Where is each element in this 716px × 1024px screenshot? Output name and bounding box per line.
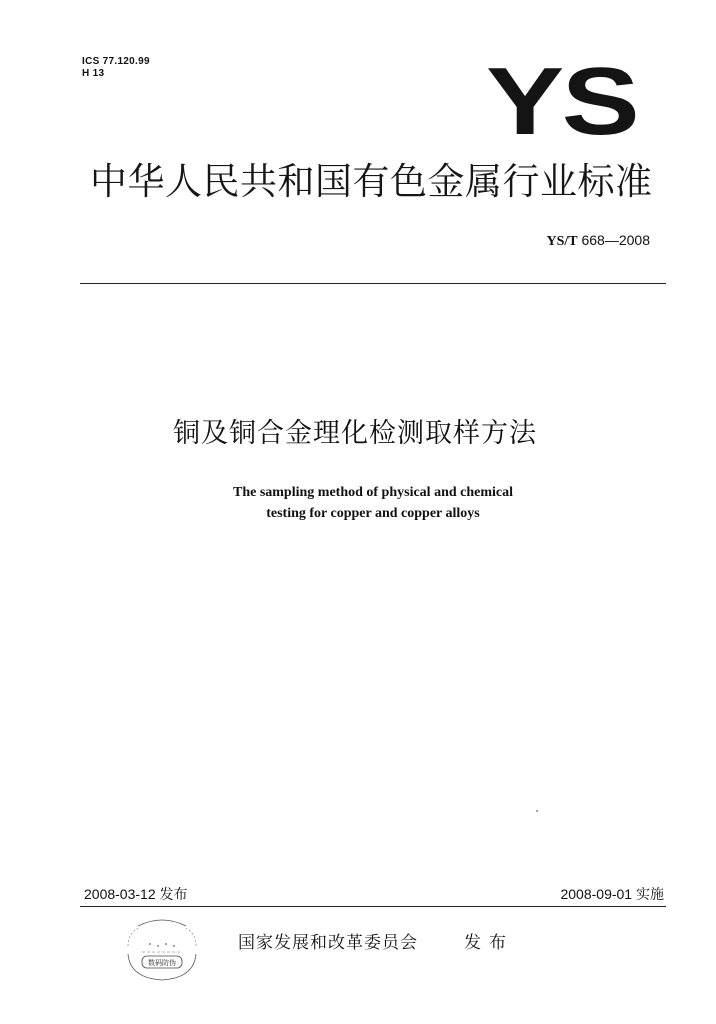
- ics-code: ICS 77.120.99: [82, 56, 150, 67]
- standard-number-value: 668—2008: [581, 232, 650, 248]
- anti-counterfeit-stamp-icon: [120, 916, 204, 982]
- issuing-authority: 国家发展和改革委员会: [238, 933, 418, 953]
- ccs-code: H 13: [82, 68, 105, 79]
- scan-speck: [536, 810, 538, 812]
- ys-logo: YS: [486, 48, 638, 155]
- classification-codes: [82, 56, 150, 80]
- issue-date: 2008-03-12 发布: [84, 886, 188, 902]
- standard-number: [546, 232, 650, 250]
- issue-action: 发布: [464, 933, 514, 953]
- title-english: [0, 482, 716, 524]
- top-divider: [80, 283, 666, 284]
- title-english-line-2: testing for copper and copper alloys: [266, 506, 480, 521]
- organization-title: 中华人民共和国有色金属行业标准: [90, 160, 653, 203]
- standard-number-prefix: YS/T: [546, 234, 578, 249]
- implementation-date: 2008-09-01 实施: [560, 886, 664, 902]
- stamp-label: 数码防伪: [148, 959, 176, 967]
- title-english-line-1: The sampling method of physical and chemical: [232, 485, 514, 500]
- bottom-divider: [80, 906, 666, 907]
- title-chinese: 铜及铜合金理化检测取样方法: [173, 418, 537, 449]
